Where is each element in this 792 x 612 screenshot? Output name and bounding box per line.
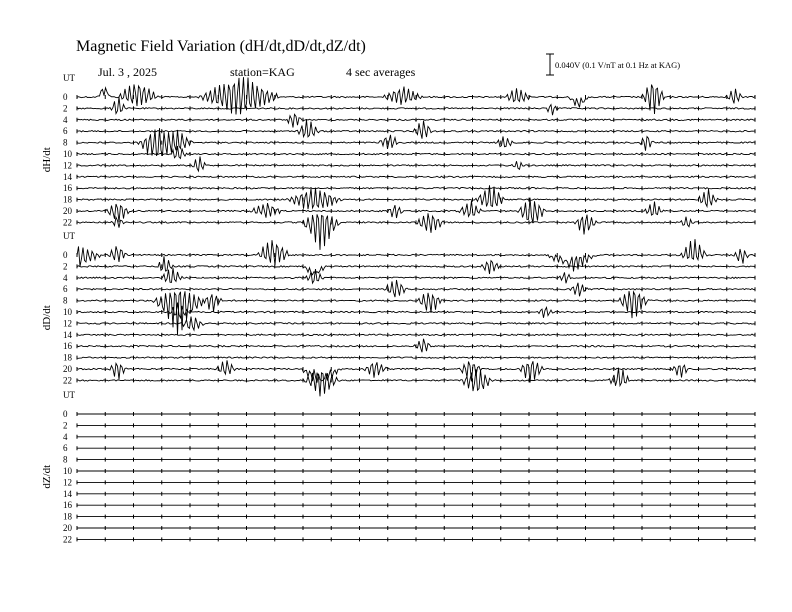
component-label: dD/dt [41, 305, 53, 331]
scale-note: 0.040V (0.1 V/nT at 0.1 Hz at KAG) [555, 60, 681, 70]
hour-label: 22 [63, 375, 72, 386]
hour-label: 14 [63, 171, 72, 182]
chart-title: Magnetic Field Variation (dH/dt,dD/dt,dZ/dt) [76, 38, 366, 55]
component-label: dH/dt [41, 147, 53, 173]
hour-label: 0 [63, 409, 68, 419]
hour-label: 22 [63, 534, 72, 545]
hour-label: 16 [63, 341, 72, 352]
hour-label: 2 [63, 261, 68, 272]
hour-label: 6 [63, 284, 68, 295]
ut-axis-label: UT [63, 231, 75, 241]
hour-label: 12 [63, 477, 72, 488]
hour-label: 4 [63, 114, 68, 125]
hour-label: 12 [63, 318, 72, 329]
hour-label: 4 [63, 431, 68, 442]
hour-label: 8 [63, 454, 68, 465]
date-label: Jul. 3 , 2025 [98, 65, 158, 79]
hour-label: 20 [63, 364, 72, 374]
hour-label: 20 [63, 206, 72, 216]
hour-label: 6 [63, 126, 68, 137]
hour-label: 18 [63, 194, 72, 205]
hour-label: 2 [63, 103, 68, 114]
hour-label: 18 [63, 352, 72, 363]
hour-label: 4 [63, 272, 68, 283]
hour-label: 10 [63, 149, 72, 159]
date-station-line [98, 65, 415, 80]
hour-label: 20 [63, 523, 72, 533]
station-label: station=KAG [230, 65, 295, 79]
averaging-label: 4 sec averages [346, 65, 416, 79]
hour-label: 2 [63, 420, 68, 431]
ut-axis-label: UT [63, 73, 75, 83]
ut-axis-label: UT [63, 390, 75, 400]
hour-label: 10 [63, 466, 72, 476]
hour-label: 14 [63, 488, 72, 499]
hour-label: 10 [63, 307, 72, 317]
hour-label: 18 [63, 511, 72, 522]
hour-label: 14 [63, 329, 72, 340]
trace-line [77, 268, 755, 284]
hour-label: 8 [63, 295, 68, 306]
trace-line [77, 213, 755, 250]
hour-label: 22 [63, 217, 72, 228]
hour-label: 8 [63, 137, 68, 148]
hour-label: 12 [63, 160, 72, 171]
hour-label: 0 [63, 92, 68, 102]
hour-label: 16 [63, 183, 72, 194]
hour-label: 16 [63, 500, 72, 511]
component-label: dZ/dt [41, 464, 53, 489]
hour-label: 0 [63, 250, 68, 260]
hour-label: 6 [63, 443, 68, 454]
